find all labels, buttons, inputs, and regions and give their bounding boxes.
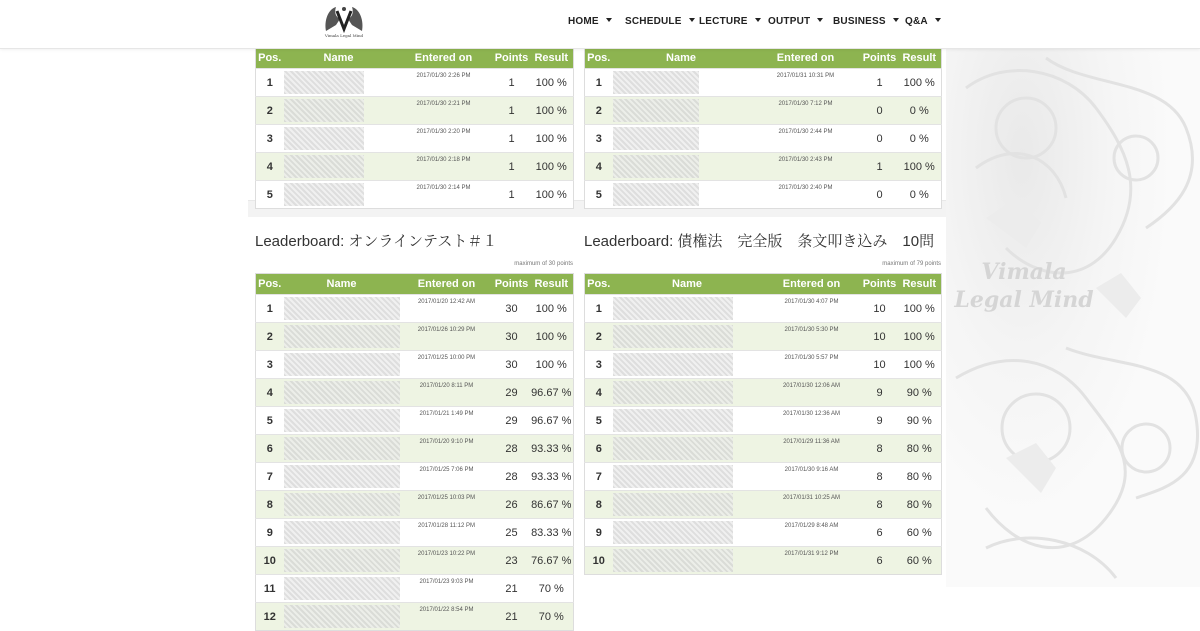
blurred-name — [613, 71, 699, 94]
points-cell: 29 — [494, 407, 530, 435]
rank-cell: 8 — [256, 491, 284, 519]
blurred-name — [284, 381, 400, 404]
result-cell: 60 % — [898, 547, 942, 575]
blurred-name — [284, 127, 364, 150]
result-cell: 96.67 % — [530, 379, 574, 407]
entered-on-cell: 2017/01/30 7:12 PM — [750, 97, 862, 125]
blurred-name — [284, 521, 400, 544]
entered-on-cell: 2017/01/30 2:40 PM — [750, 181, 862, 209]
rank-cell: 12 — [256, 603, 284, 631]
name-cell-redacted — [613, 463, 762, 491]
blurred-name — [613, 99, 699, 122]
nav-business[interactable] — [833, 16, 899, 27]
name-cell-redacted — [284, 153, 394, 181]
chevron-down-icon — [689, 18, 695, 22]
name-cell-redacted — [613, 181, 750, 209]
blurred-name — [613, 155, 699, 178]
name-cell-redacted — [284, 575, 400, 603]
rank-cell: 7 — [585, 463, 613, 491]
entered-on-cell: 2017/01/23 10:22 PM — [400, 547, 494, 575]
blurred-name — [284, 493, 400, 516]
blurred-name — [284, 353, 400, 376]
name-cell-redacted — [284, 407, 400, 435]
result-cell: 100 % — [530, 351, 574, 379]
result-cell: 83.33 % — [530, 519, 574, 547]
rank-cell: 10 — [585, 547, 613, 575]
blurred-name — [284, 297, 400, 320]
rank-cell: 8 — [585, 491, 613, 519]
site-header — [0, 0, 1200, 49]
blurred-name — [613, 549, 733, 572]
name-cell-redacted — [613, 69, 750, 97]
rank-cell: 5 — [585, 407, 613, 435]
table-row — [585, 69, 942, 97]
name-cell-redacted — [284, 379, 400, 407]
leaderboard-title-left: Leaderboard: オンラインテスト＃１ — [255, 233, 498, 250]
rank-cell: 1 — [256, 295, 284, 323]
points-cell: 10 — [862, 295, 898, 323]
rank-cell: 10 — [256, 547, 284, 575]
name-cell-redacted — [284, 125, 394, 153]
points-cell: 6 — [862, 547, 898, 575]
entered-on-cell: 2017/01/30 2:43 PM — [750, 153, 862, 181]
points-cell: 8 — [862, 435, 898, 463]
entered-on-cell: 2017/01/30 2:20 PM — [394, 125, 494, 153]
points-cell: 30 — [494, 295, 530, 323]
blurred-name — [613, 297, 733, 320]
nav-home-label: HOME — [568, 16, 599, 27]
points-cell: 0 — [862, 181, 898, 209]
table-header-row — [585, 48, 942, 69]
table-row — [256, 491, 574, 519]
entered-on-cell: 2017/01/30 2:18 PM — [394, 153, 494, 181]
name-cell-redacted — [284, 181, 394, 209]
result-cell: 0 % — [898, 181, 942, 209]
result-cell: 93.33 % — [530, 463, 574, 491]
rank-cell: 2 — [256, 323, 284, 351]
col-header-points: Points — [494, 274, 530, 295]
nav-home[interactable] — [568, 16, 612, 27]
name-cell-redacted — [613, 407, 762, 435]
result-cell: 100 % — [898, 69, 942, 97]
points-cell: 25 — [494, 519, 530, 547]
result-cell: 80 % — [898, 435, 942, 463]
points-cell: 28 — [494, 435, 530, 463]
entered-on-cell: 2017/01/23 9:03 PM — [400, 575, 494, 603]
blurred-name — [284, 183, 364, 206]
entered-on-cell: 2017/01/29 11:36 AM — [762, 435, 862, 463]
result-cell: 100 % — [530, 295, 574, 323]
result-cell: 100 % — [530, 69, 574, 97]
points-cell: 30 — [494, 351, 530, 379]
rank-cell: 4 — [256, 153, 284, 181]
col-header-pos: Pos. — [256, 48, 284, 69]
blurred-name — [613, 127, 699, 150]
name-cell-redacted — [613, 435, 762, 463]
col-header-name: Name — [613, 274, 762, 295]
col-header-name: Name — [613, 48, 750, 69]
rank-cell: 6 — [256, 435, 284, 463]
col-header-result: Result — [898, 274, 942, 295]
points-cell: 6 — [862, 519, 898, 547]
blurred-name — [284, 577, 400, 600]
name-cell-redacted — [284, 97, 394, 125]
rank-cell: 3 — [256, 351, 284, 379]
table-row — [585, 125, 942, 153]
name-cell-redacted — [284, 519, 400, 547]
points-cell: 9 — [862, 407, 898, 435]
blurred-name — [613, 409, 733, 432]
chevron-down-icon — [935, 18, 941, 22]
nav-qa-label: Q&A — [905, 16, 928, 27]
max-points-left: maximum of 30 points — [514, 261, 573, 267]
leaderboard-table-top-left — [255, 47, 574, 209]
name-cell-redacted — [613, 323, 762, 351]
rank-cell: 5 — [256, 407, 284, 435]
result-cell: 90 % — [898, 407, 942, 435]
blurred-name — [284, 325, 400, 348]
col-header-name: Name — [284, 48, 394, 69]
chevron-down-icon — [755, 18, 761, 22]
result-cell: 70 % — [530, 603, 574, 631]
rank-cell: 9 — [256, 519, 284, 547]
name-cell-redacted — [284, 463, 400, 491]
chevron-down-icon — [606, 18, 612, 22]
table-row — [256, 519, 574, 547]
name-cell-redacted — [613, 351, 762, 379]
rank-cell: 1 — [585, 295, 613, 323]
col-header-name: Name — [284, 274, 400, 295]
name-cell-redacted — [613, 547, 762, 575]
points-cell: 1 — [862, 69, 898, 97]
table-row — [256, 351, 574, 379]
table-row — [585, 181, 942, 209]
result-cell: 80 % — [898, 463, 942, 491]
table-row — [256, 323, 574, 351]
blurred-name — [284, 437, 400, 460]
points-cell: 1 — [494, 181, 530, 209]
table-row — [585, 295, 942, 323]
table-row — [256, 379, 574, 407]
name-cell-redacted — [613, 295, 762, 323]
nav-schedule[interactable] — [625, 16, 695, 27]
result-cell: 100 % — [530, 125, 574, 153]
name-cell-redacted — [284, 547, 400, 575]
entered-on-cell: 2017/01/30 5:30 PM — [762, 323, 862, 351]
heraldic-lion-pattern — [946, 48, 1200, 587]
points-cell: 8 — [862, 491, 898, 519]
background-brand-line2: Legal Mind — [954, 287, 1094, 313]
result-cell: 76.67 % — [530, 547, 574, 575]
entered-on-cell: 2017/01/20 9:10 PM — [400, 435, 494, 463]
blurred-name — [284, 465, 400, 488]
table-row — [585, 547, 942, 575]
blurred-name — [284, 549, 400, 572]
table-row — [256, 407, 574, 435]
result-cell: 70 % — [530, 575, 574, 603]
chevron-down-icon — [893, 18, 899, 22]
col-header-result: Result — [898, 48, 942, 69]
table-row — [256, 435, 574, 463]
table-row — [585, 463, 942, 491]
points-cell: 28 — [494, 463, 530, 491]
name-cell-redacted — [613, 153, 750, 181]
entered-on-cell: 2017/01/30 12:06 AM — [762, 379, 862, 407]
logo-crest-icon — [322, 3, 366, 35]
points-cell: 29 — [494, 379, 530, 407]
rank-cell: 4 — [585, 153, 613, 181]
rank-cell: 1 — [585, 69, 613, 97]
entered-on-cell: 2017/01/30 12:36 AM — [762, 407, 862, 435]
name-cell-redacted — [284, 603, 400, 631]
points-cell: 1 — [494, 69, 530, 97]
blurred-name — [284, 155, 364, 178]
nav-output[interactable] — [768, 16, 823, 27]
name-cell-redacted — [613, 125, 750, 153]
entered-on-cell: 2017/01/20 8:11 PM — [400, 379, 494, 407]
blurred-name — [613, 521, 733, 544]
entered-on-cell: 2017/01/25 7:06 PM — [400, 463, 494, 491]
name-cell-redacted — [284, 491, 400, 519]
points-cell: 0 — [862, 125, 898, 153]
entered-on-cell: 2017/01/22 8:54 PM — [400, 603, 494, 631]
blurred-name — [613, 493, 733, 516]
table-row — [256, 575, 574, 603]
blurred-name — [284, 99, 364, 122]
table-row — [256, 547, 574, 575]
result-cell: 100 % — [898, 295, 942, 323]
name-cell-redacted — [284, 351, 400, 379]
leaderboard-table-bottom-right — [584, 273, 942, 575]
result-cell: 100 % — [530, 323, 574, 351]
background-brand-line1: Vimala — [981, 259, 1067, 285]
table-header-row — [256, 274, 574, 295]
rank-cell: 5 — [585, 181, 613, 209]
name-cell-redacted — [613, 491, 762, 519]
blurred-name — [284, 605, 400, 628]
table-row — [585, 407, 942, 435]
table-row — [256, 181, 574, 209]
leaderboard-title-right: Leaderboard: 債権法 完全版 条文叩き込み 10問 — [584, 233, 935, 250]
table-row — [256, 69, 574, 97]
table-header-row — [585, 274, 942, 295]
entered-on-cell: 2017/01/25 10:00 PM — [400, 351, 494, 379]
table-row — [256, 125, 574, 153]
col-header-result: Result — [530, 274, 574, 295]
blurred-name — [613, 325, 733, 348]
table-row — [585, 491, 942, 519]
table-header-row — [256, 48, 574, 69]
table-row — [585, 379, 942, 407]
result-cell: 0 % — [898, 125, 942, 153]
nav-lecture[interactable] — [699, 16, 761, 27]
result-cell: 0 % — [898, 97, 942, 125]
entered-on-cell: 2017/01/30 2:44 PM — [750, 125, 862, 153]
col-header-points: Points — [494, 48, 530, 69]
result-cell: 100 % — [530, 153, 574, 181]
rank-cell: 3 — [256, 125, 284, 153]
rank-cell: 1 — [256, 69, 284, 97]
table-row — [585, 351, 942, 379]
points-cell: 10 — [862, 323, 898, 351]
rank-cell: 5 — [256, 181, 284, 209]
entered-on-cell: 2017/01/31 10:25 AM — [762, 491, 862, 519]
table-row — [256, 97, 574, 125]
name-cell-redacted — [284, 69, 394, 97]
table-row — [256, 603, 574, 631]
table-row — [256, 295, 574, 323]
blurred-name — [613, 381, 733, 404]
entered-on-cell: 2017/01/31 9:12 PM — [762, 547, 862, 575]
site-logo[interactable] — [322, 3, 366, 45]
points-cell: 0 — [862, 97, 898, 125]
chevron-down-icon — [817, 18, 823, 22]
col-header-entered-on: Entered on — [750, 48, 862, 69]
entered-on-cell: 2017/01/21 1:49 PM — [400, 407, 494, 435]
points-cell: 1 — [494, 125, 530, 153]
decorative-background — [946, 48, 1200, 587]
logo-caption: Vimala Legal Mind — [324, 33, 364, 38]
rank-cell: 2 — [585, 323, 613, 351]
result-cell: 96.67 % — [530, 407, 574, 435]
table-row — [585, 435, 942, 463]
result-cell: 86.67 % — [530, 491, 574, 519]
rank-cell: 2 — [256, 97, 284, 125]
leaderboard-table-bottom-left — [255, 273, 574, 631]
table-row — [256, 153, 574, 181]
table-row — [585, 519, 942, 547]
rank-cell: 4 — [585, 379, 613, 407]
entered-on-cell: 2017/01/30 2:21 PM — [394, 97, 494, 125]
nav-schedule-label: SCHEDULE — [625, 16, 682, 27]
points-cell: 10 — [862, 351, 898, 379]
name-cell-redacted — [284, 435, 400, 463]
entered-on-cell: 2017/01/20 12:42 AM — [400, 295, 494, 323]
blurred-name — [613, 465, 733, 488]
points-cell: 26 — [494, 491, 530, 519]
table-row — [256, 463, 574, 491]
points-cell: 21 — [494, 603, 530, 631]
entered-on-cell: 2017/01/26 10:29 PM — [400, 323, 494, 351]
col-header-points: Points — [862, 48, 898, 69]
result-cell: 100 % — [530, 97, 574, 125]
table-row — [585, 323, 942, 351]
nav-output-label: OUTPUT — [768, 16, 811, 27]
entered-on-cell: 2017/01/30 4:07 PM — [762, 295, 862, 323]
entered-on-cell: 2017/01/31 10:31 PM — [750, 69, 862, 97]
col-header-pos: Pos. — [585, 274, 613, 295]
max-points-right: maximum of 79 points — [882, 261, 941, 267]
points-cell: 21 — [494, 575, 530, 603]
blurred-name — [284, 71, 364, 94]
entered-on-cell: 2017/01/29 8:48 AM — [762, 519, 862, 547]
points-cell: 23 — [494, 547, 530, 575]
col-header-pos: Pos. — [256, 274, 284, 295]
result-cell: 100 % — [898, 351, 942, 379]
nav-business-label: BUSINESS — [833, 16, 886, 27]
result-cell: 100 % — [898, 153, 942, 181]
col-header-entered-on: Entered on — [394, 48, 494, 69]
col-header-pos: Pos. — [585, 48, 613, 69]
rank-cell: 9 — [585, 519, 613, 547]
entered-on-cell: 2017/01/30 2:26 PM — [394, 69, 494, 97]
col-header-points: Points — [862, 274, 898, 295]
table-row — [585, 153, 942, 181]
result-cell: 60 % — [898, 519, 942, 547]
points-cell: 1 — [862, 153, 898, 181]
rank-cell: 6 — [585, 435, 613, 463]
table-row — [585, 97, 942, 125]
result-cell: 90 % — [898, 379, 942, 407]
entered-on-cell: 2017/01/30 2:14 PM — [394, 181, 494, 209]
name-cell-redacted — [284, 323, 400, 351]
background-brand-watermark — [954, 258, 1094, 314]
rank-cell: 3 — [585, 125, 613, 153]
points-cell: 1 — [494, 97, 530, 125]
name-cell-redacted — [613, 97, 750, 125]
blurred-name — [613, 437, 733, 460]
entered-on-cell: 2017/01/28 11:12 PM — [400, 519, 494, 547]
result-cell: 80 % — [898, 491, 942, 519]
nav-qa[interactable] — [905, 16, 941, 27]
name-cell-redacted — [613, 379, 762, 407]
col-header-entered-on: Entered on — [400, 274, 494, 295]
points-cell: 9 — [862, 379, 898, 407]
col-header-result: Result — [530, 48, 574, 69]
points-cell: 8 — [862, 463, 898, 491]
entered-on-cell: 2017/01/30 9:16 AM — [762, 463, 862, 491]
result-cell: 93.33 % — [530, 435, 574, 463]
result-cell: 100 % — [898, 323, 942, 351]
leaderboard-table-top-right — [584, 47, 942, 209]
rank-cell: 11 — [256, 575, 284, 603]
rank-cell: 2 — [585, 97, 613, 125]
rank-cell: 7 — [256, 463, 284, 491]
col-header-entered-on: Entered on — [762, 274, 862, 295]
result-cell: 100 % — [530, 181, 574, 209]
blurred-name — [613, 183, 699, 206]
nav-lecture-label: LECTURE — [699, 16, 748, 27]
entered-on-cell: 2017/01/25 10:03 PM — [400, 491, 494, 519]
points-cell: 1 — [494, 153, 530, 181]
entered-on-cell: 2017/01/30 5:57 PM — [762, 351, 862, 379]
name-cell-redacted — [284, 295, 400, 323]
name-cell-redacted — [613, 519, 762, 547]
rank-cell: 3 — [585, 351, 613, 379]
rank-cell: 4 — [256, 379, 284, 407]
points-cell: 30 — [494, 323, 530, 351]
blurred-name — [284, 409, 400, 432]
blurred-name — [613, 353, 733, 376]
